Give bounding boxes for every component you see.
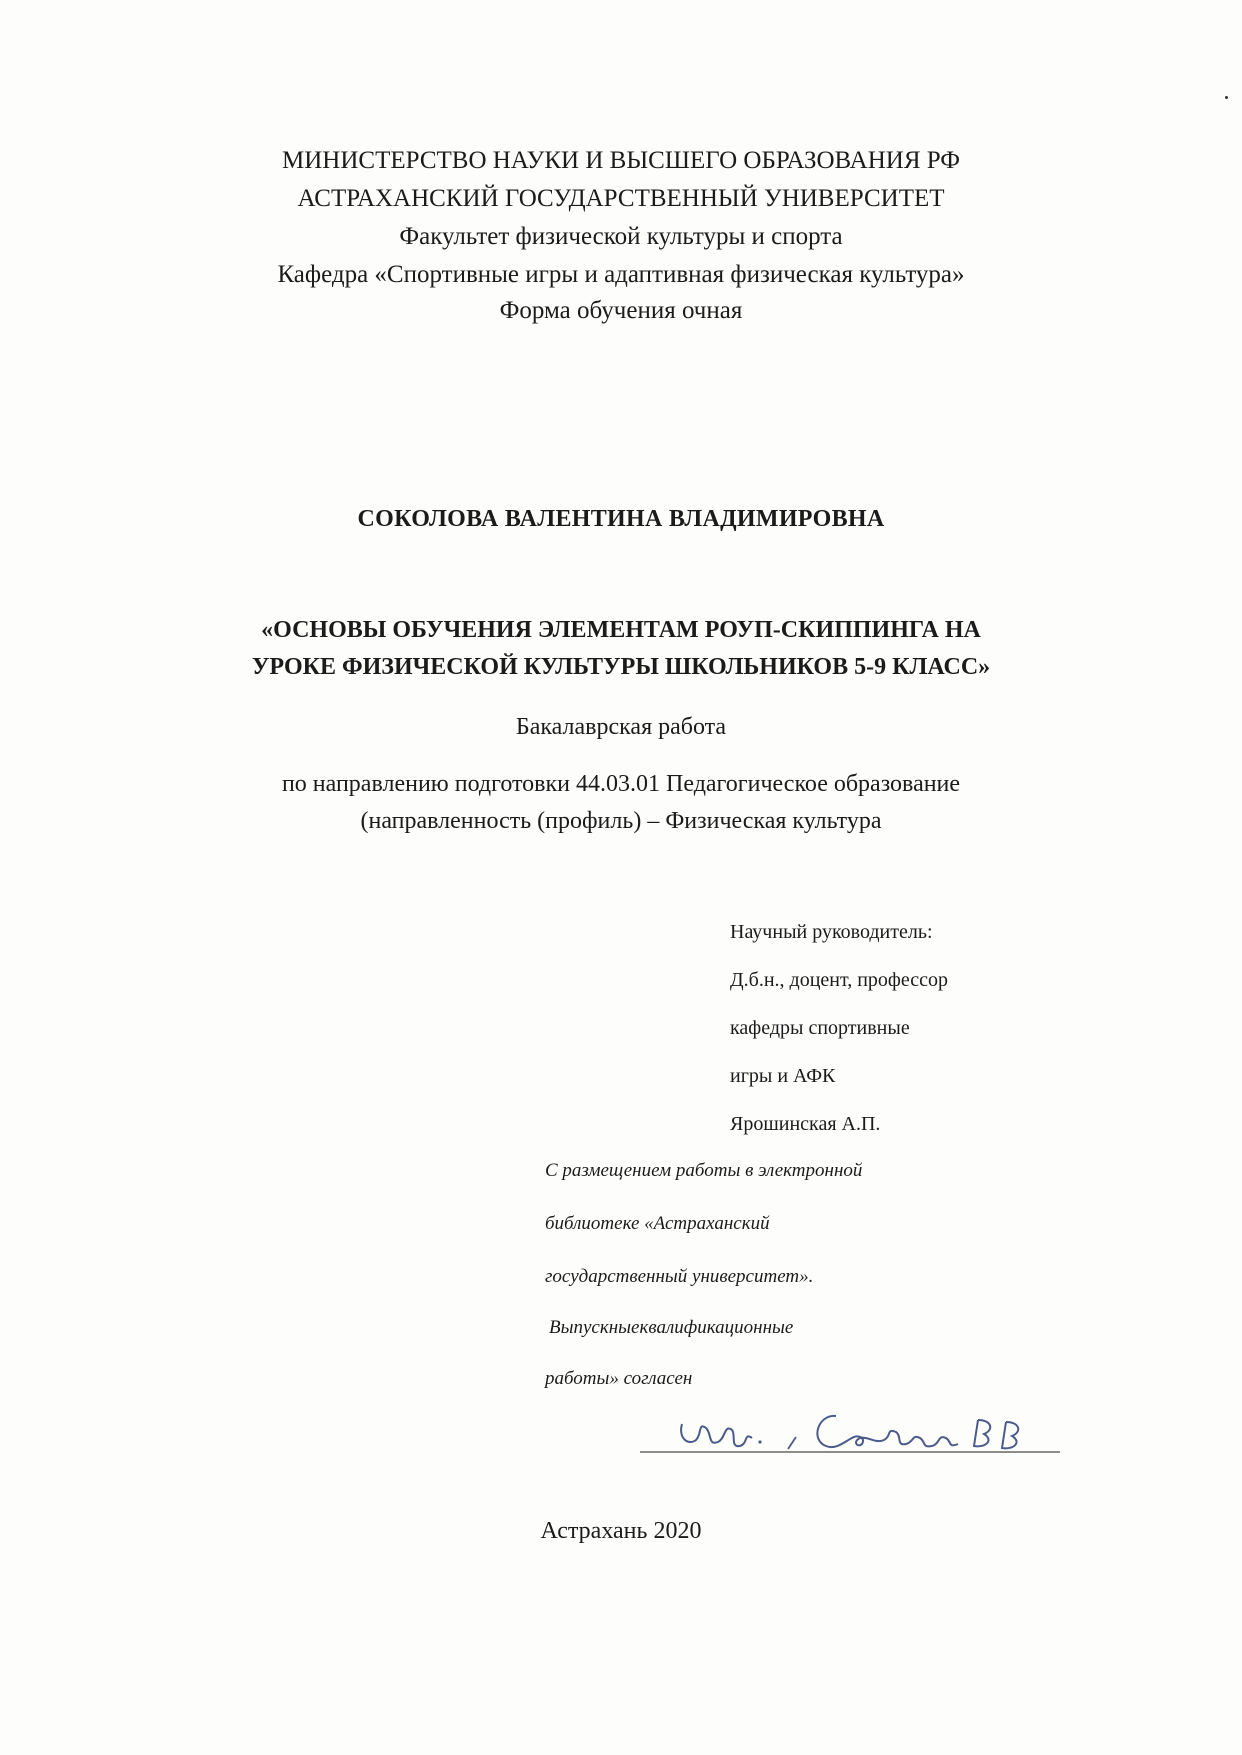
consent-line-2: библиотеке «Астраханский [545,1213,770,1234]
signature-initial-2 [1002,1422,1018,1448]
supervisor-label: Научный руководитель: [730,921,933,943]
university-name: АСТРАХАНСКИЙ ГОСУДАРСТВЕННЫЙ УНИВЕРСИТЕТ [297,185,945,212]
consent-line-1: С размещением работы в электронной [545,1160,863,1181]
direction-line-2: (направленность (профиль) – Физическая культура [360,808,882,834]
consent-line-4: Выпускныеквалификационные [549,1317,794,1338]
consent-line-3: государственный университет». [545,1266,814,1287]
supervisor-department-line-1: кафедры спортивные [730,1017,910,1039]
signature-dot [758,1440,761,1443]
signature-initial-1 [974,1420,990,1446]
work-type: Бакалаврская работа [515,714,727,740]
signature-surname [817,1416,958,1447]
study-form: Форма обучения очная [499,297,743,324]
handwritten-signature [640,1402,1060,1464]
faculty-name: Факультет физической культуры и спорта [399,223,843,250]
thesis-title-line-2: УРОКЕ ФИЗИЧЕСКОЙ КУЛЬТУРЫ ШКОЛЬНИКОВ 5-9 КЛАСС» [251,654,991,680]
author-name: СОКОЛОВА ВАЛЕНТИНА ВЛАДИМИРОВНА [357,506,885,532]
consent-line-5: работы» согласен [545,1368,693,1389]
supervisor-department-line-2: игры и АФК [730,1065,836,1087]
signature-initials [681,1424,752,1446]
direction-line-1: по направлению подготовки 44.03.01 Педагогическое образование [281,771,961,797]
thesis-title-line-1: «ОСНОВЫ ОБУЧЕНИЯ ЭЛЕМЕНТАМ РОУП-СКИППИНГА НА [261,617,981,643]
department-name: Кафедра «Спортивные игры и адаптивная физическая культура» [277,261,965,288]
supervisor-name: Ярошинская А.П. [730,1113,881,1135]
signature-slash [788,1437,796,1449]
ministry-name: МИНИСТЕРСТВО НАУКИ И ВЫСШЕГО ОБРАЗОВАНИЯ РФ [282,147,960,174]
city-and-year: Астрахань 2020 [540,1518,702,1544]
scan-speck [1225,96,1228,99]
supervisor-degree: Д.б.н., доцент, профессор [730,969,949,991]
